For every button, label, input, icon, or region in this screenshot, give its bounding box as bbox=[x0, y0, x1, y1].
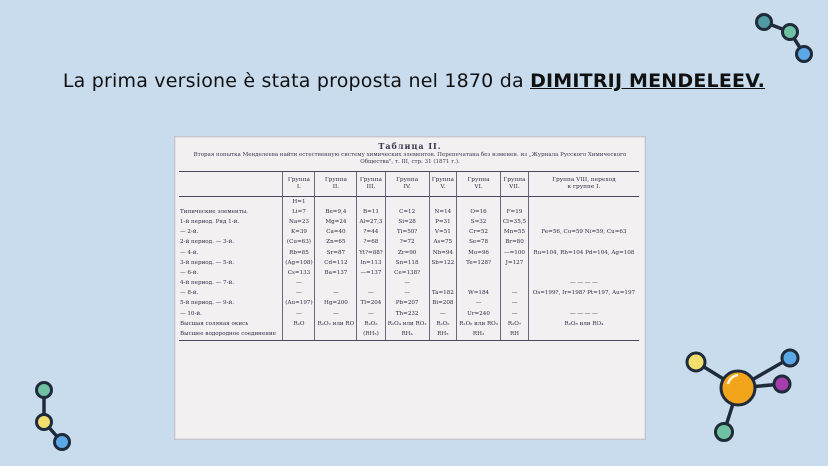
column-header-text: II. bbox=[332, 184, 340, 190]
table-cell: S=32 bbox=[456, 217, 500, 227]
table-cell: Nb=94 bbox=[429, 248, 456, 258]
column-header-text: Группа bbox=[467, 177, 490, 183]
table-cell: Br=80 bbox=[501, 238, 529, 248]
row-label: — 2-й. bbox=[180, 229, 199, 236]
table-cell: Ca=40 bbox=[315, 228, 357, 238]
table-cell: Al=27,3 bbox=[357, 217, 385, 227]
table-cell: — bbox=[283, 289, 315, 299]
table-cell bbox=[315, 197, 357, 208]
table-cell bbox=[528, 217, 639, 227]
table-cell: —=137 bbox=[357, 268, 385, 278]
table-cell: — bbox=[315, 289, 357, 299]
table-cell bbox=[528, 329, 639, 340]
column-header bbox=[179, 172, 283, 197]
table-cell: Th=232 bbox=[385, 309, 429, 319]
table-cell: Mg=24 bbox=[315, 217, 357, 227]
table-cell bbox=[315, 279, 357, 289]
column-header-text: VI. bbox=[474, 184, 483, 190]
table-cell bbox=[283, 329, 315, 340]
table-cell: — bbox=[456, 299, 500, 309]
periodic-table-scan bbox=[174, 136, 646, 440]
table-row bbox=[179, 197, 639, 208]
row-label: 5-й период. — 9-й. bbox=[180, 300, 234, 307]
table-cell: Mo=96 bbox=[456, 248, 500, 258]
table-cell: —=100 bbox=[501, 248, 529, 258]
column-header-text: Группа bbox=[287, 177, 311, 183]
table-cell bbox=[429, 268, 456, 278]
table-row bbox=[179, 217, 639, 227]
row-label: 2-й период. — 3-й. bbox=[180, 239, 234, 246]
table-cell: — — — — bbox=[528, 309, 639, 319]
table-header-row bbox=[179, 172, 639, 197]
table-cell: (Au=197) bbox=[283, 299, 315, 309]
column-header-text: VII. bbox=[509, 184, 520, 190]
column-header-text: IV. bbox=[403, 184, 411, 190]
slide-title bbox=[0, 70, 828, 92]
table-cell: R₂O₇ bbox=[501, 319, 529, 329]
table-cell: Ba=137 bbox=[315, 268, 357, 278]
table-row bbox=[179, 228, 639, 238]
table-cell: (Cu=63) bbox=[283, 238, 315, 248]
table-cell: Li=7 bbox=[283, 207, 315, 217]
table-cell: Te=128? bbox=[456, 258, 500, 268]
table-row bbox=[179, 319, 639, 329]
table-cell: Mn=55 bbox=[501, 228, 529, 238]
table-cell: Na=23 bbox=[283, 217, 315, 227]
table-cell: RH₄ bbox=[385, 329, 429, 340]
table-cell: R₂O₂ или RO bbox=[315, 319, 357, 329]
table-cell: Os=199?, Ir=198? Pt=197, Au=197 bbox=[528, 289, 639, 299]
table-cell: — bbox=[385, 289, 429, 299]
table-row bbox=[179, 309, 639, 319]
table-cell: C=12 bbox=[385, 207, 429, 217]
table-cell: W=184 bbox=[456, 289, 500, 299]
table-cell: Cr=52 bbox=[456, 228, 500, 238]
table-cell bbox=[528, 299, 639, 309]
table-row bbox=[179, 279, 639, 289]
table-cell bbox=[315, 329, 357, 340]
table-cell: K=39 bbox=[283, 228, 315, 238]
column-header-text: Группа bbox=[324, 177, 347, 183]
table-cell: Ti=50? bbox=[385, 228, 429, 238]
table-cell: Se=78 bbox=[456, 238, 500, 248]
table-cell: N=14 bbox=[429, 207, 456, 217]
table-cell: P=31 bbox=[429, 217, 456, 227]
column-header bbox=[315, 172, 357, 197]
row-label: Высшее водородное соединение bbox=[179, 329, 283, 340]
column-header bbox=[283, 172, 315, 197]
column-header bbox=[385, 172, 429, 197]
table-cell: ?=44 bbox=[357, 228, 385, 238]
table-cell bbox=[357, 279, 385, 289]
table-cell: Be=9,4 bbox=[315, 207, 357, 217]
column-header bbox=[501, 172, 529, 197]
table-cell: Pb=207 bbox=[385, 299, 429, 309]
table-cell: — bbox=[501, 289, 529, 299]
column-header-text: III. bbox=[366, 184, 376, 190]
table-row bbox=[179, 268, 639, 278]
table-cell bbox=[528, 197, 639, 208]
table-row bbox=[179, 289, 639, 299]
table-cell: R₂O₅ bbox=[429, 319, 456, 329]
table-cell bbox=[501, 197, 529, 208]
table-body bbox=[179, 197, 639, 341]
table-cell: R₂O₄ или RO₂ bbox=[385, 319, 429, 329]
table-cell: RH₃ bbox=[429, 329, 456, 340]
table-cell: Bi=208 bbox=[429, 299, 456, 309]
table-cell: — bbox=[385, 279, 429, 289]
table-cell: Sn=118 bbox=[385, 258, 429, 268]
column-header-text: к группе I. bbox=[567, 184, 601, 190]
table-cell: — bbox=[357, 309, 385, 319]
column-header-text: Группа bbox=[396, 177, 419, 183]
table-row bbox=[179, 248, 639, 258]
row-label: Высшая соляная окись bbox=[180, 320, 249, 327]
table-cell bbox=[456, 197, 500, 208]
table-cell: — bbox=[501, 299, 529, 309]
table-cell: — bbox=[283, 279, 315, 289]
table-cell: Fe=56, Co=59 Ni=59, Cu=63 bbox=[528, 228, 639, 238]
column-header bbox=[357, 172, 385, 197]
scan-subtitle: Вторая попытка Менделеева найти естественную систему химических элементов. Перепечатана без изменен. из „Журнала Русского Химического Общества", т. III, стр. 31 (1871 г.). bbox=[193, 152, 627, 165]
row-label bbox=[179, 197, 283, 208]
table-cell: ?=72 bbox=[385, 238, 429, 248]
table-cell: Zr=90 bbox=[385, 248, 429, 258]
table-cell: R₂O₃ bbox=[357, 319, 385, 329]
table-cell bbox=[429, 197, 456, 208]
row-label: Типические элементы. bbox=[180, 208, 249, 215]
table-cell: Cs=133 bbox=[283, 268, 315, 278]
row-label: 1-й период. Ряд 1-й. bbox=[180, 218, 240, 225]
table-cell: R₂O₆ или RO₃ bbox=[456, 319, 500, 329]
table-cell: O=16 bbox=[456, 207, 500, 217]
table-cell bbox=[456, 279, 500, 289]
table-cell: In=113 bbox=[357, 258, 385, 268]
row-label: 4-й период. — 7-й. bbox=[180, 280, 234, 287]
column-header-text: Группа bbox=[431, 177, 454, 183]
column-header-text: V. bbox=[440, 184, 446, 190]
table-cell: (RH₃) bbox=[357, 329, 385, 340]
table-cell: Hg=200 bbox=[315, 299, 357, 309]
row-label: — 10-й. bbox=[180, 310, 202, 317]
table-row bbox=[179, 299, 639, 309]
column-header-text: Группа bbox=[503, 177, 526, 183]
table-cell: Cl=35,5 bbox=[501, 217, 529, 227]
table-cell: Sr=87 bbox=[315, 248, 357, 258]
column-header-text: I. bbox=[296, 184, 302, 190]
table-cell: Ur=240 bbox=[456, 309, 500, 319]
row-label: — 8-й. bbox=[180, 290, 199, 297]
table-cell: As=75 bbox=[429, 238, 456, 248]
table-row bbox=[179, 258, 639, 268]
scan-header bbox=[175, 141, 645, 166]
table-cell bbox=[528, 268, 639, 278]
mendeleev-table bbox=[179, 171, 639, 341]
table-row bbox=[179, 207, 639, 217]
table-cell: — bbox=[357, 289, 385, 299]
scan-title: Таблица II. bbox=[378, 141, 442, 151]
table-cell: R₂O bbox=[283, 319, 315, 329]
table-cell: — bbox=[429, 309, 456, 319]
molecule-icon-top bbox=[748, 8, 818, 66]
table-cell bbox=[501, 268, 529, 278]
table-cell: J=127 bbox=[501, 258, 529, 268]
column-header-text: Группа VIII, переход bbox=[552, 177, 616, 183]
molecule-icon-bottom bbox=[676, 344, 806, 448]
table-cell: — bbox=[501, 309, 529, 319]
table-cell bbox=[528, 258, 639, 268]
title-text: La prima versione è stata proposta nel 1870 da bbox=[62, 70, 531, 92]
molecule-icon-left bbox=[28, 378, 78, 456]
table-cell: RH₂ bbox=[456, 329, 500, 340]
title-name: DIMITRIJ MENDELEEV. bbox=[530, 70, 766, 92]
table-cell: RH bbox=[501, 329, 529, 340]
table-row bbox=[179, 329, 639, 340]
table-cell: Rb=85 bbox=[283, 248, 315, 258]
table-cell: — bbox=[283, 309, 315, 319]
table-cell: — bbox=[315, 309, 357, 319]
column-header bbox=[528, 172, 639, 197]
table-cell: — — — — bbox=[528, 279, 639, 289]
table-cell: F=19 bbox=[501, 207, 529, 217]
column-header bbox=[429, 172, 456, 197]
table-cell: Ce=138? bbox=[385, 268, 429, 278]
table-cell: (Ag=108) bbox=[283, 258, 315, 268]
column-header bbox=[456, 172, 500, 197]
table-cell bbox=[429, 279, 456, 289]
table-cell: Cd=112 bbox=[315, 258, 357, 268]
table-cell bbox=[456, 268, 500, 278]
table-cell: V=51 bbox=[429, 228, 456, 238]
table-cell: Zn=65 bbox=[315, 238, 357, 248]
table-cell: Yt?=88? bbox=[357, 248, 385, 258]
table-cell: R₂O₈ или RO₄ bbox=[528, 319, 639, 329]
table-cell: Sb=122 bbox=[429, 258, 456, 268]
table-cell: H=1 bbox=[283, 197, 315, 208]
table-cell: ?=68 bbox=[357, 238, 385, 248]
table-cell bbox=[528, 207, 639, 217]
table-cell: Tl=204 bbox=[357, 299, 385, 309]
table-cell: Si=28 bbox=[385, 217, 429, 227]
table-cell: Ru=104, Rh=104 Pd=104, Ag=108 bbox=[528, 248, 639, 258]
table-cell: B=11 bbox=[357, 207, 385, 217]
table-cell bbox=[501, 279, 529, 289]
column-header-text: Группа bbox=[359, 177, 383, 183]
row-label: — 4-й. bbox=[180, 249, 199, 256]
table-cell bbox=[528, 238, 639, 248]
table-cell: Ta=182 bbox=[429, 289, 456, 299]
row-label: 3-й период. — 5-й. bbox=[180, 259, 234, 266]
table-cell bbox=[385, 197, 429, 208]
table-cell bbox=[357, 197, 385, 208]
table-row bbox=[179, 238, 639, 248]
row-label: — 6-й. bbox=[180, 269, 199, 276]
